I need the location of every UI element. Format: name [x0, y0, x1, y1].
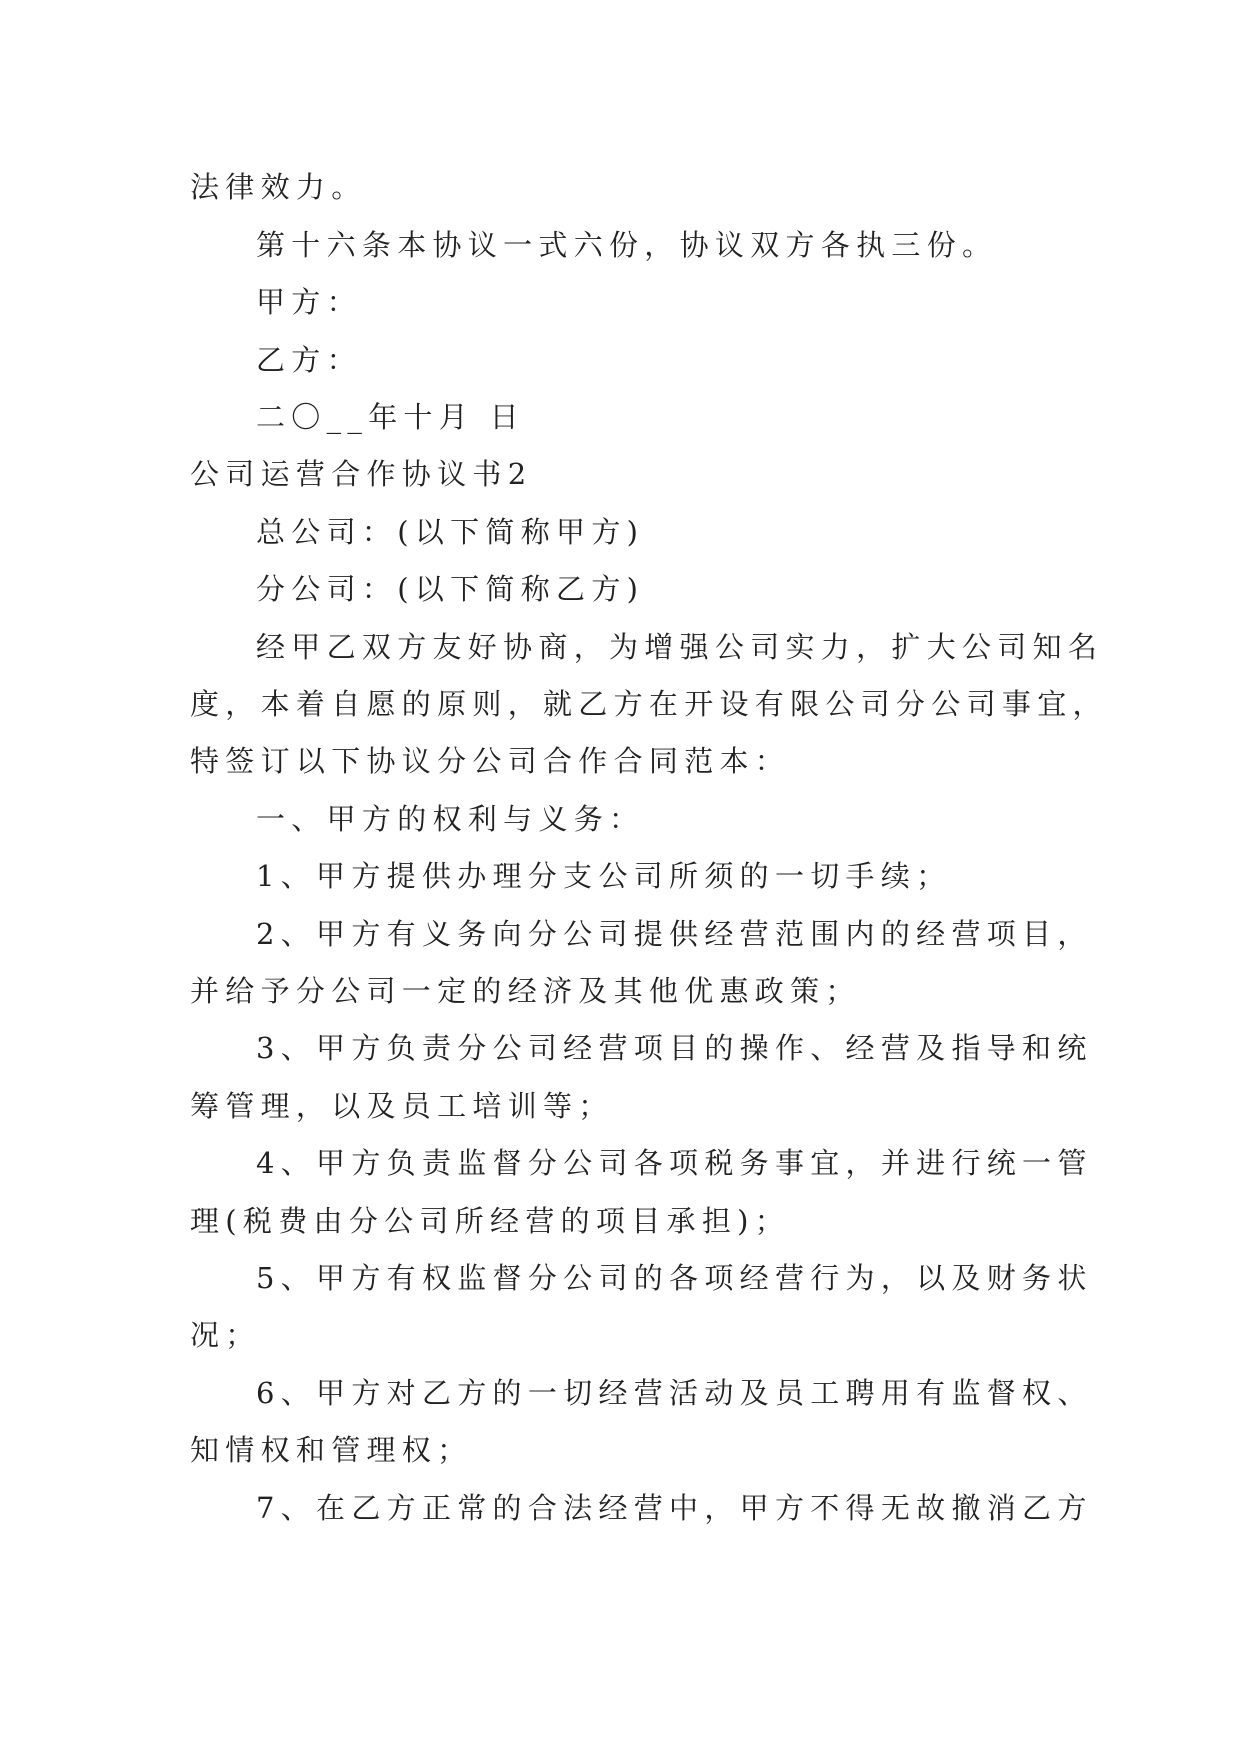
- text-line-22: 6、甲方对乙方的一切经营活动及员工聘用有监督权、: [256, 1376, 1093, 1410]
- text-line-23: 知情权和管理权；: [190, 1433, 473, 1467]
- text-line-16: 3、甲方负责分公司经营项目的操作、经营及指导和统: [256, 1031, 1093, 1065]
- text-line-3: 甲方：: [256, 285, 362, 319]
- section-heading: 公司运营合作协议书2: [190, 457, 533, 491]
- text-line-9: 经甲乙双方友好协商，为增强公司实力，扩大公司知名: [256, 630, 1104, 664]
- text-line-8: 分公司：(以下简称乙方): [256, 572, 645, 606]
- text-line-4: 乙方：: [256, 343, 362, 377]
- text-line-7: 总公司：(以下简称甲方): [256, 515, 645, 549]
- text-line-2: 第十六条本协议一式六份，协议双方各执三份。: [256, 228, 998, 262]
- text-line-10: 度，本着自愿的原则，就乙方在开设有限公司分公司事宜，: [190, 687, 1108, 721]
- text-line-18: 4、甲方负责监督分公司各项税务事宜，并进行统一管: [256, 1146, 1093, 1180]
- text-line-20: 5、甲方有权监督分公司的各项经营行为，以及财务状: [256, 1261, 1093, 1295]
- text-line-24: 7、在乙方正常的合法经营中，甲方不得无故撤消乙方: [256, 1491, 1093, 1525]
- text-line-17: 筹管理，以及员工培训等；: [190, 1089, 614, 1123]
- text-line-11: 特签订以下协议分公司合作合同范本：: [190, 744, 791, 778]
- text-line-14: 2、甲方有义务向分公司提供经营范围内的经营项目，: [256, 917, 1093, 951]
- text-line-21: 况；: [190, 1318, 261, 1352]
- text-line-13: 1、甲方提供办理分支公司所须的一切手续；: [256, 859, 952, 893]
- text-line-1: 法律效力。: [190, 170, 367, 204]
- text-line-15: 并给予分公司一定的经济及其他优惠政策；: [190, 974, 861, 1008]
- text-line-5: 二〇__年十月 日: [256, 400, 525, 434]
- text-line-19: 理(税费由分公司所经营的项目承担)；: [190, 1204, 791, 1238]
- text-line-12: 一、甲方的权利与义务：: [256, 802, 645, 836]
